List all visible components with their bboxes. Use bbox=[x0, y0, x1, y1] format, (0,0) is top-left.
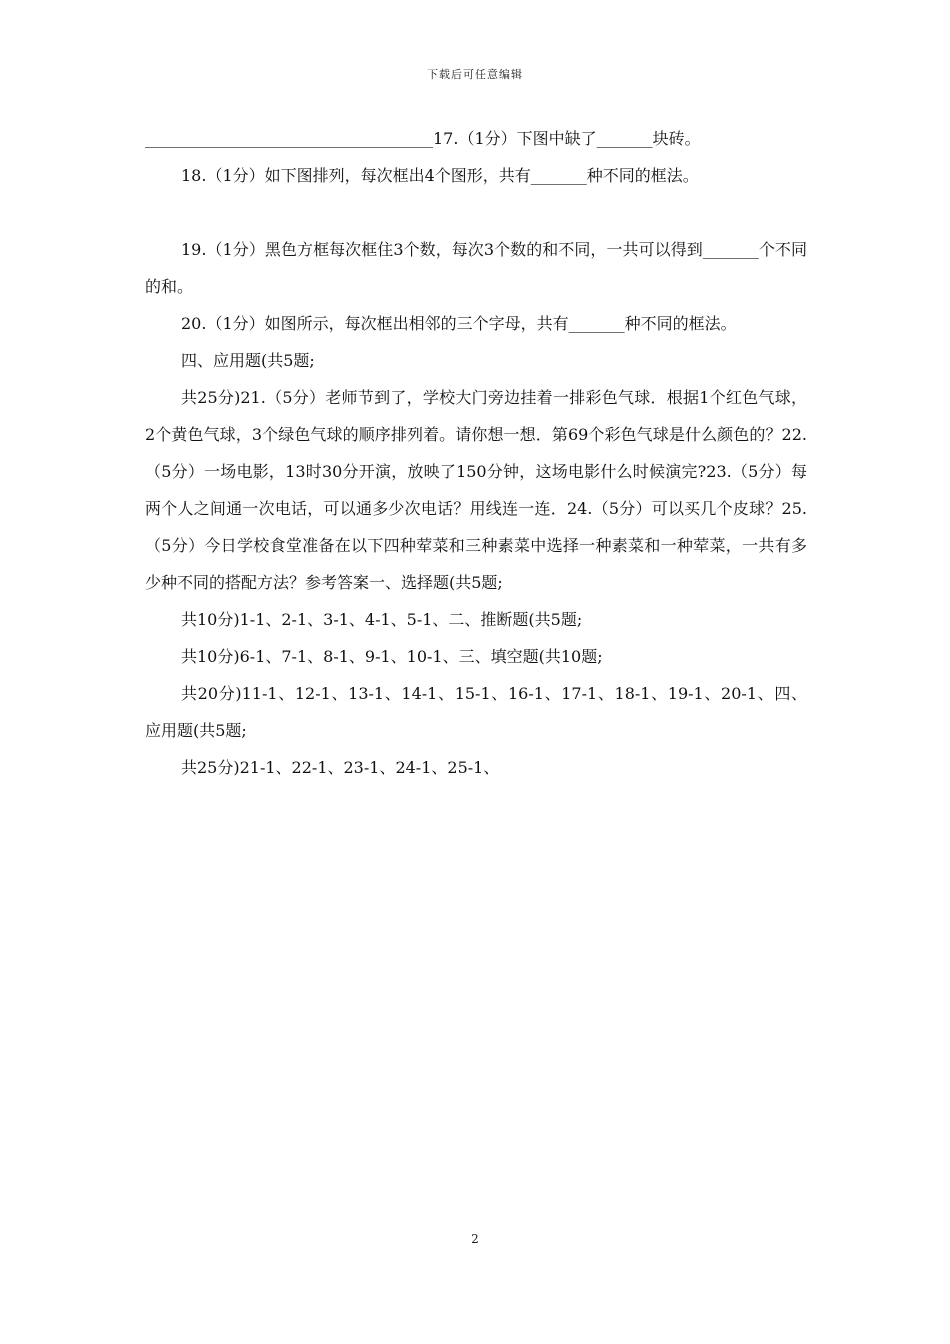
application-questions: 共25分)21.（5分）老师节到了，学校大门旁边挂着一排彩色气球．根据1个红色气球，2个黄色气球，3个绿色气球的顺序排列着。请你想一想．第69个彩色气球是什么颜色的？22.（5分）一场电影，13时30分开演，放映了150分钟，这场电影什么时候演完?23.（5分）每两个人之间通一次电话，可以通多少次电话？用线连一连．24.（5分）可以买几个皮球？25.（5分）今日学校食堂准备在以下四种荤菜和三种素菜中选择一种素菜和一种荤菜，一共有多少种不同的搭配方法？参考答案一、选择题(共5题; bbox=[145, 388, 807, 592]
answer-line-section-3: 共10分)6-1、7-1、8-1、9-1、10-1、三、填空题(共10题; bbox=[181, 647, 603, 666]
spacer bbox=[145, 194, 807, 231]
question-18: 18.（1分）如下图排列，每次框出4个图形，共有_______种不同的框法。 bbox=[181, 166, 699, 185]
question-19: 19.（1分）黑色方框每次框住3个数，每次3个数的和不同，一共可以得到_______个不同的和。 bbox=[145, 240, 807, 296]
document-body bbox=[145, 120, 807, 786]
page-header: 下载后可任意编辑 bbox=[427, 68, 523, 81]
question-20: 20.（1分）如图所示，每次框出相邻的三个字母，共有_______种不同的框法。 bbox=[181, 314, 737, 333]
page-number: 2 bbox=[471, 1232, 479, 1246]
section-heading-applications: 四、应用题(共5题; bbox=[181, 351, 315, 370]
answer-line-section-2: 共10分)1-1、2-1、3-1、4-1、5-1、二、推断题(共5题; bbox=[181, 610, 583, 629]
answer-line-section-5: 共25分)21-1、22-1、23-1、24-1、25-1、 bbox=[181, 758, 500, 777]
answer-line-section-4: 共20分)11-1、12-1、13-1、14-1、15-1、16-1、17-1、18-1、19-1、20-1、四、应用题(共5题; bbox=[145, 684, 807, 740]
question-17: ____________________________________17.（1分）下图中缺了_______块砖。 bbox=[145, 129, 701, 148]
